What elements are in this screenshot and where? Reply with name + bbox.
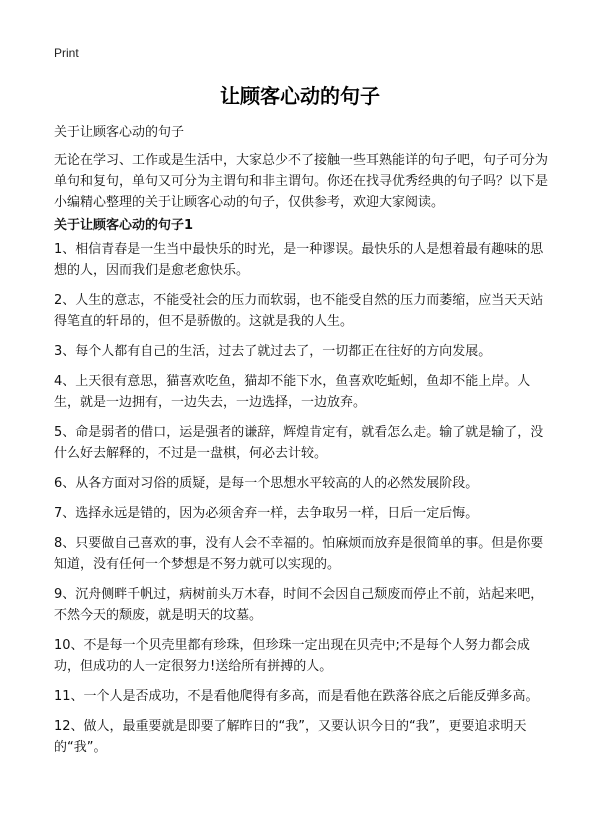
page-title: 让顾客心动的句子 (220, 84, 380, 108)
list-item: 10、不是每一个贝壳里都有珍珠，但珍珠一定出现在贝壳中;不是每个人努力都会成功，但成功的人一定很努力!送给所有拼搏的人。 (54, 638, 530, 674)
intro-paragraph: 无论在学习、工作或是生活中，大家总少不了接触一些耳熟能详的句子吧，句子可分为单句和复句，单句又可分为主谓句和非主谓句。你还在找寻优秀经典的句子吗？以下是小编精心整理的关于让顾客心动的句子，仅供参考，欢迎大家阅读。 (54, 153, 549, 210)
list-item: 6、从各方面对习俗的质疑，是每一个思想水平较高的人的必然发展阶段。 (54, 476, 479, 491)
list-item: 8、只要做自己喜欢的事，没有人会不幸福的。怕麻烦而放弃是很简单的事。但是你要知道，没有任何一个梦想是不努力就可以实现的。 (54, 536, 544, 572)
list-item: 12、做人，最重要就是即要了解昨日的“我”，又要认识今日的“我”，更要追求明天的“我”。 (54, 719, 527, 755)
list-item: 1、相信青春是一生当中最快乐的时光，是一种谬误。最快乐的人是想着最有趣味的思想的人，因而我们是愈老愈快乐。 (54, 242, 544, 278)
sentence-list (54, 239, 554, 767)
list-item: 7、选择永远是错的，因为必须舍弃一样，去争取另一样，日后一定后悔。 (54, 506, 479, 521)
list-item: 5、命是弱者的借口，运是强者的谦辞，辉煌肯定有，就看怎么走。输了就是输了，没什么好去解释的，不过是一盘棋，何必去计较。 (54, 425, 544, 461)
list-item: 4、上天很有意思，猫喜欢吃鱼，猫却不能下水，鱼喜欢吃蚯蚓，鱼却不能上岸。人生，就是一边拥有，一边失去，一边选择，一边放弃。 (54, 374, 531, 410)
section-heading: 关于让顾客心动的句子1 (54, 218, 194, 233)
list-item: 2、人生的意志，不能受社会的压力而软弱，也不能受自然的压力而萎缩，应当天天站得笔直的轩昂的，但不是骄傲的。这就是我的人生。 (54, 293, 544, 329)
list-item: 11、一个人是否成功，不是看他爬得有多高，而是看他在跌落谷底之后能反弹多高。 (54, 689, 539, 704)
print-link[interactable]: Print (54, 46, 79, 60)
document-subtitle: 关于让顾客心动的句子 (54, 125, 185, 140)
list-item: 3、每个人都有自己的生活，过去了就过去了，一切都正在往好的方向发展。 (54, 344, 492, 359)
list-item: 9、沉舟侧畔千帆过，病树前头万木春，时间不会因自己颓废而停止不前，站起来吧，不然今天的颓废，就是明天的坟墓。 (54, 587, 544, 623)
